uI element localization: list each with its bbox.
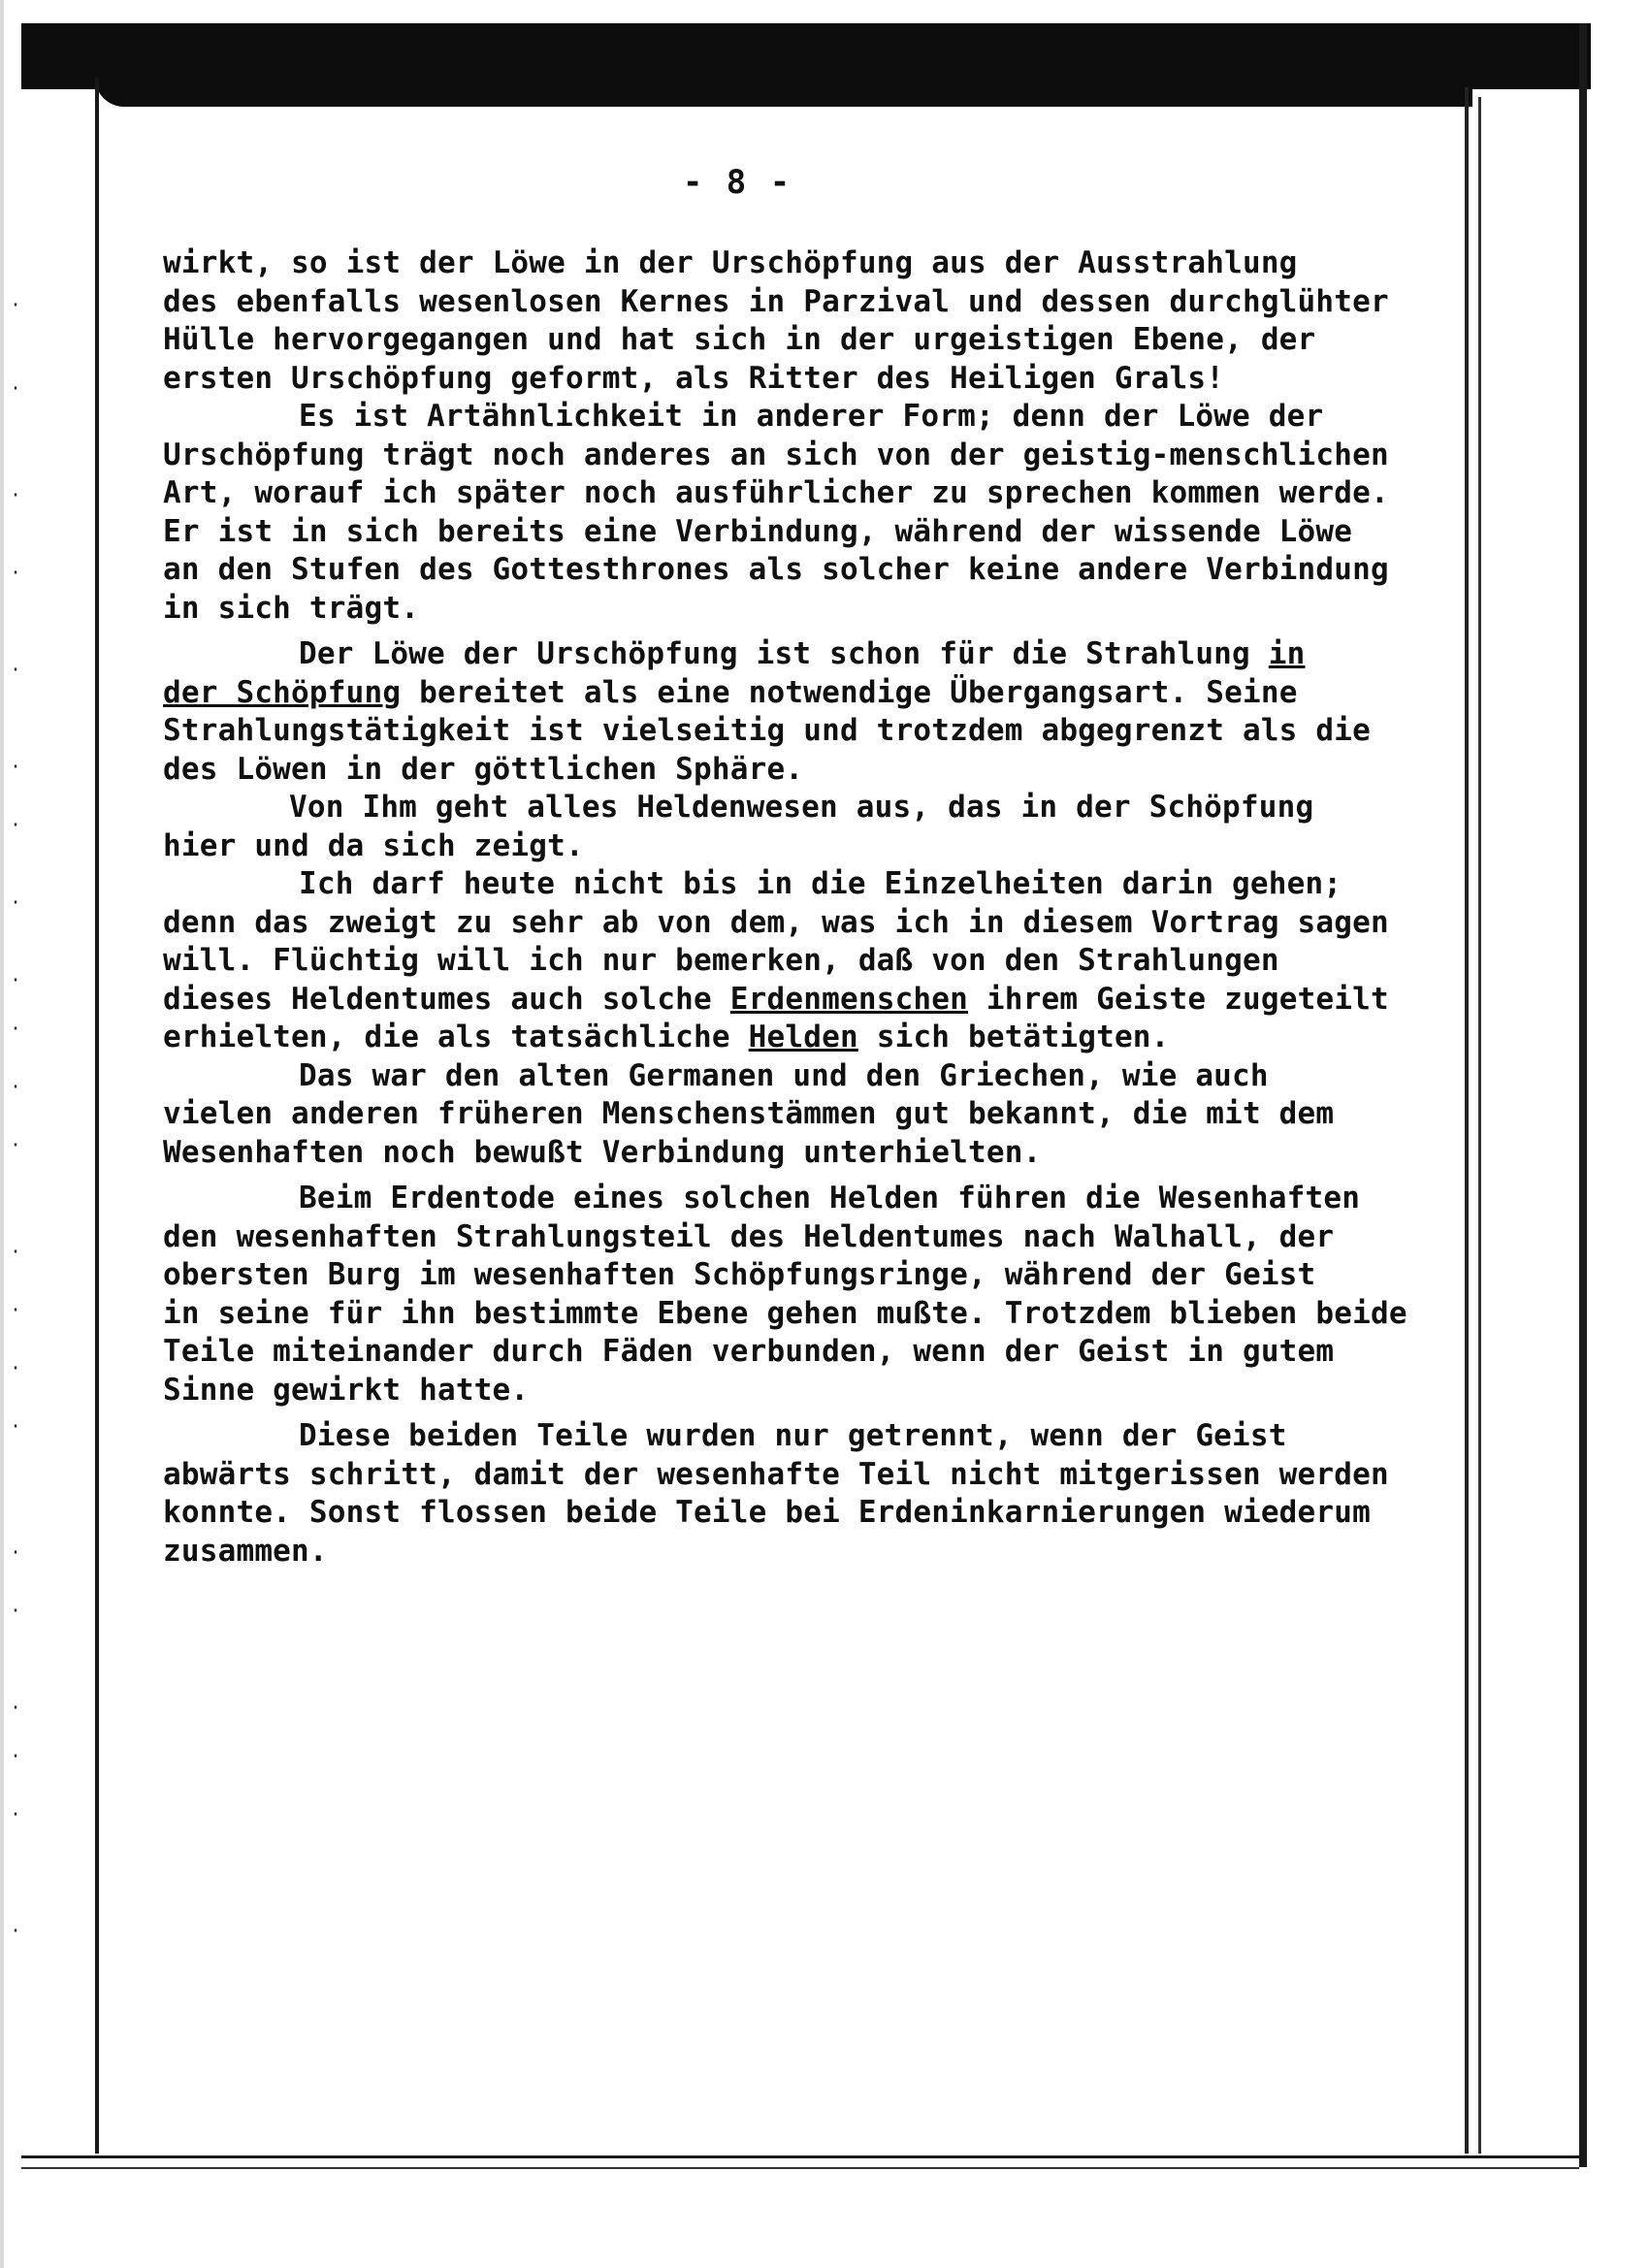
paragraph-first-line: Ich darf heute nicht bis in die Einzelheiten darin gehen; [299, 866, 1342, 901]
text-line: will. Flüchtig will ich nur bemerken, daß von den Strahlungen [163, 943, 1279, 978]
left-margin-specks: · · · · · · · · · · · · · · · · · · · · · · [10, 293, 22, 1942]
text-line: Teile miteinander durch Fäden verbunden, wenn der Geist in gutem [163, 1334, 1335, 1369]
text-line: an den Stufen des Gottesthrones als solcher keine andere Verbindung [163, 552, 1389, 587]
underlined-phrase: der Schöpfung [163, 674, 402, 710]
text-line [163, 981, 1443, 1020]
text-run: sich betätigten. [876, 1020, 1170, 1054]
paragraph-first-line: Beim Erdentode eines solchen Helden führen die Wesenhaften [299, 1181, 1361, 1215]
text-run: ihrem Geiste zugeteilt [986, 981, 1389, 1017]
text-line: Wesenhaften noch bewußt Verbindung unterhielten. [163, 1134, 1042, 1170]
page-top-shadow [95, 78, 1472, 107]
text-line: zusammen. [163, 1533, 328, 1569]
scan-bottom-border-shadow [21, 2167, 1579, 2169]
paragraph-first-line: Diese beiden Teile wurden nur getrennt, wenn der Geist [299, 1418, 1287, 1453]
document-body [163, 244, 1443, 1571]
text-line: ersten Urschöpfung geformt, als Ritter des Heiligen Grals! [163, 360, 1225, 396]
text-line: Art, worauf ich später noch ausführlicher zu sprechen kommen werde. [163, 475, 1389, 510]
text-run: bereitet als eine notwendige Übergangsart. Seine [419, 674, 1298, 710]
text-line: obersten Burg im wesenhaften Schöpfungsringe, während der Geist [163, 1257, 1316, 1292]
text-run: erhielten, die als tatsächliche [163, 1020, 730, 1054]
text-run: dieses Heldentumes auch solche [163, 981, 712, 1017]
text-line: Hülle hervorgegangen und hat sich in der urgeistigen Ebene, der [163, 322, 1316, 357]
scan-right-border [1579, 23, 1587, 2167]
text-line: hier und da sich zeigt. [163, 827, 584, 863]
paragraph-first-line: Von Ihm geht alles Heldenwesen aus, das in der Schöpfung [289, 790, 1314, 825]
underlined-word: Helden [748, 1020, 858, 1054]
text-line: denn das zweigt zu sehr ab von dem, was ich in diesem Vortrag sagen [163, 904, 1389, 940]
text-run: Der Löwe der Urschöpfung ist schon für die Strahlung [299, 636, 1250, 671]
text-line: in seine für ihn bestimmte Ebene gehen mußte. Trotzdem blieben beide [163, 1295, 1407, 1331]
text-line: Sinne gewirkt hatte. [163, 1372, 530, 1408]
paragraph-first-line [163, 635, 1443, 674]
page-right-edge-shadow [1478, 97, 1481, 2154]
text-line [163, 1019, 1443, 1057]
underlined-word: in [1268, 636, 1306, 671]
paragraph-first-line: Das war den alten Germanen und den Griechen, wie auch [299, 1057, 1269, 1093]
text-line: Er ist in sich bereits eine Verbindung, während der wissende Löwe [163, 513, 1353, 549]
text-line [163, 674, 1443, 713]
text-line: Strahlungstätigkeit ist vielseitig und trotzdem abgegrenzt als die [163, 713, 1371, 748]
text-line: konnte. Sonst flossen beide Teile bei Erdeninkarnierungen wiederum [163, 1495, 1371, 1530]
text-line: wirkt, so ist der Löwe in der Urschöpfung aus der Ausstrahlung [163, 245, 1298, 280]
text-line: vielen anderen früheren Menschenstämmen gut bekannt, die mit dem [163, 1096, 1335, 1131]
scan-bottom-border [21, 2155, 1579, 2158]
page-number: - 8 - [682, 163, 792, 202]
underlined-word: Erdenmenschen [729, 981, 969, 1017]
scan-left-edge [0, 0, 4, 2268]
paragraph-first-line: Es ist Artähnlichkeit in anderer Form; denn der Löwe der [299, 399, 1324, 434]
text-line: Urschöpfung trägt noch anderes an sich von der geistig-menschlichen [163, 437, 1389, 472]
text-line: in sich trägt. [163, 590, 420, 626]
page-right-edge [1465, 87, 1469, 2154]
text-line: des Löwen in der göttlichen Sphäre. [163, 751, 804, 787]
text-line: abwärts schritt, damit der wesenhafte Teil nicht mitgerissen werden [163, 1456, 1389, 1492]
text-line: den wesenhaften Strahlungsteil des Heldentumes nach Walhall, der [163, 1218, 1335, 1254]
page-left-edge [95, 78, 99, 2154]
text-line: des ebenfalls wesenlosen Kernes in Parzival und dessen durchglühter [163, 283, 1389, 319]
